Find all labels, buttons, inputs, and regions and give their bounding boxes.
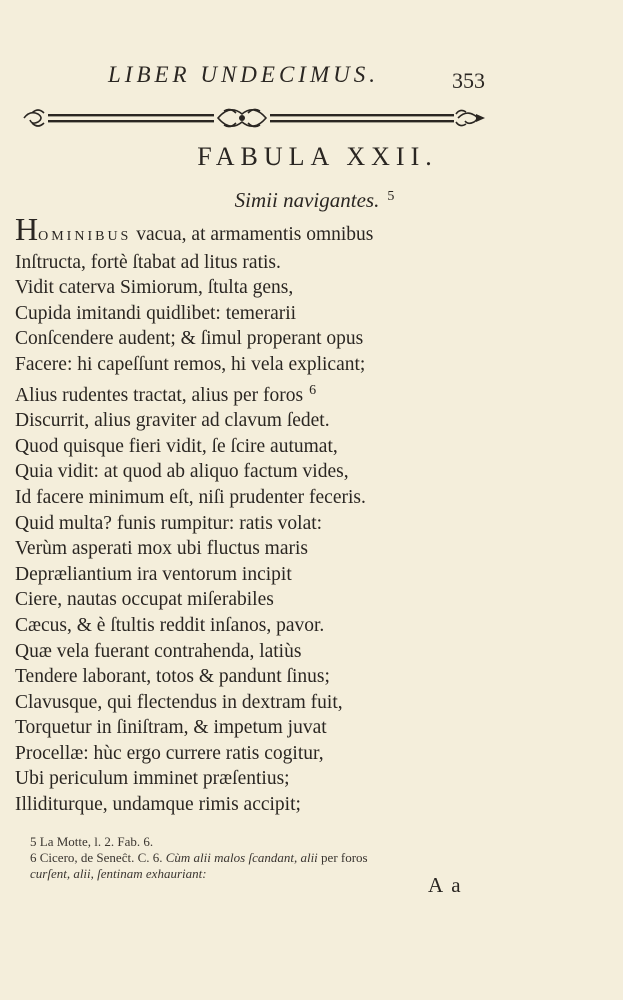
ornamental-rule: [18, 103, 486, 133]
verse-line: Quæ vela fuerant contrahenda, latiùs: [15, 640, 302, 662]
verse-line: Clavusque, qui flectendus in dextram fuit,: [15, 691, 343, 713]
verse-line-first: [15, 211, 445, 250]
verse-line: Quid multa? funis rumpitur: ratis volat:: [15, 512, 323, 534]
verse-line: Verùm asperati mox ubi fluctus maris: [15, 538, 308, 560]
footnote-source: 6 Cicero, de Seneĉt. C. 6.: [30, 850, 163, 865]
verse-line: Procellæ: hùc ergo currere ratis cogitur,: [15, 742, 324, 764]
verse-line: Vidit caterva Simiorum, ſtulta gens,: [15, 277, 294, 299]
verse-line: Ciere, nautas occupat miſerabiles: [15, 589, 274, 611]
footnote-5: 5 La Motte, l. 2. Fab. 6.: [30, 834, 154, 849]
footnote-reference: 5: [387, 189, 395, 204]
footnote-6-continued: curſent, alii, ſentinam exhauriant:: [30, 866, 207, 881]
footnote-quote: Cùm alii malos ſcandant,: [165, 850, 298, 865]
verse-line: Inſtructa, fortè ſtabat ad litus ratis.: [15, 251, 281, 273]
footnote-reference: 6: [309, 382, 317, 398]
verse-line: Discurrit, alius graviter ad clavum ſedet.: [15, 410, 330, 432]
verse-line: Depræliantium ira ventorum incipit: [15, 563, 292, 585]
verse-line: Tendere laborant, totos & pandunt ſinus;: [15, 666, 330, 688]
verse-line: Torquetur in ſiniſtram, & impetum juvat: [15, 717, 327, 739]
running-title: LIBER UNDECIMUS.: [108, 62, 379, 87]
fable-title: FABULA XXII.: [197, 142, 438, 171]
verse-line: Conſcendere audent; & ſimul properant opus: [15, 328, 364, 350]
fable-subtitle: [0, 188, 623, 213]
running-head: [0, 62, 623, 92]
drop-cap: H: [15, 211, 39, 247]
verse-line-text: Alius rudentes tractat, alius per foros: [15, 384, 304, 406]
footnote-roman: per foros: [321, 850, 368, 865]
verse-line-with-note: [15, 378, 445, 409]
printer-signature: A a: [428, 873, 463, 897]
verse-line: Cupida imitandi quidlibet: temerarii: [15, 302, 297, 324]
fable-subtitle-text: Simii navigantes.: [234, 188, 380, 212]
verse-block: [15, 211, 445, 818]
footnote-quote-word: alii: [300, 850, 318, 865]
footnote-6: [30, 850, 510, 866]
page-number: 353: [452, 68, 485, 93]
verse-line: Id facere minimum eſt, niſi prudenter feceris.: [15, 486, 366, 508]
verse-line-text: vacua, at armamentis omnibus: [131, 224, 374, 245]
verse-line: Ubi periculum imminet præſentius;: [15, 768, 290, 790]
verse-line: Quia vidit: at quod ab aliquo factum vides,: [15, 461, 349, 483]
verse-line: Facere: hi capeſſunt remos, hi vela explicant;: [15, 353, 366, 375]
verse-line: Illiditurque, undamque rimis accipit;: [15, 794, 301, 816]
verse-line: Cæcus, & è ſtultis reddit inſanos, pavor.: [15, 614, 325, 636]
verse-line: Quod quisque fieri vidit, ſe ſcire autumat,: [15, 435, 338, 457]
small-caps-word: OMINIBUS: [38, 229, 132, 244]
